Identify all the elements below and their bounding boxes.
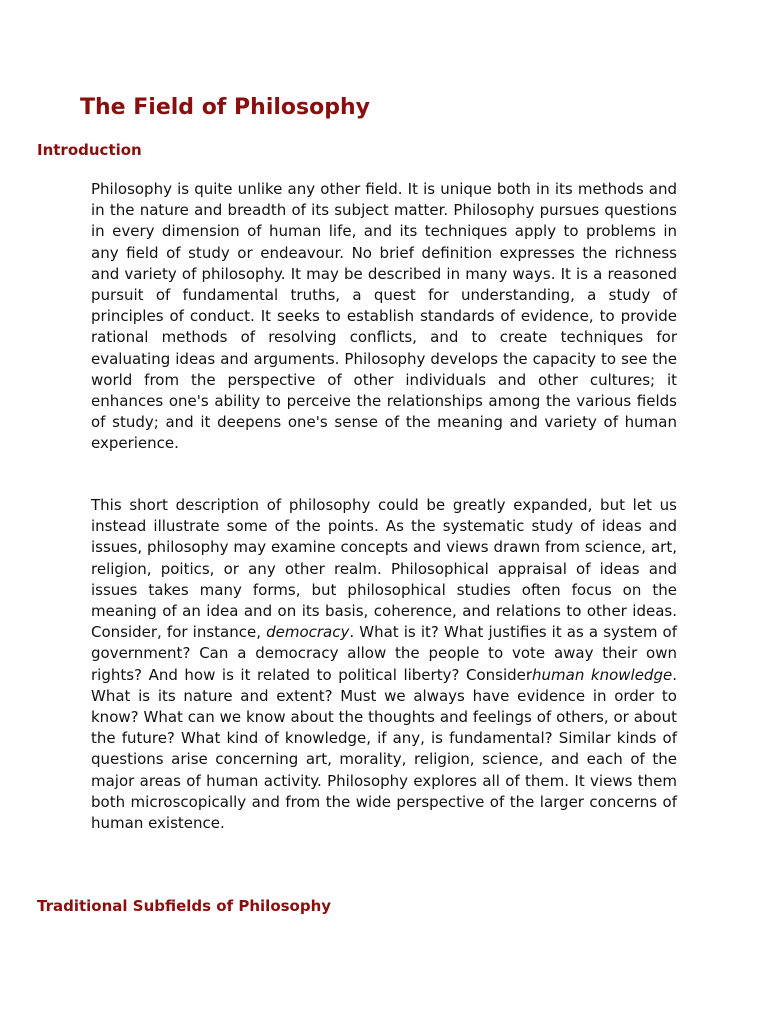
paragraph-introduction-2: [91, 495, 677, 834]
emphasis-democracy: democracy: [266, 623, 350, 642]
page-title: The Field of Philosophy: [80, 95, 370, 120]
section-heading-traditional-subfields: Traditional Subfields of Philosophy: [37, 897, 332, 915]
paragraph-text-segment: . What is it? What justifies it as a system of government? Can a democracy allow the people to vote away their own rights? And how is it related to political liberty? Consider: [91, 623, 677, 684]
emphasis-human-knowledge: human knowledge: [532, 665, 673, 684]
section-heading-introduction: Introduction: [37, 141, 142, 159]
paragraph-text-segment: . What is its nature and extent? Must we always have evidence in order to know? What can we know about the thoughts and feelings of others, or about the future? What kind of knowledge, if any, is fundamental? Similar kinds of questions arise concerning art, morality, religion, science, and each of the major areas of human activity. Philosophy explores all of them. It views them both microscopically and from the wide perspective of the larger concerns of human existence.: [91, 665, 677, 833]
paragraph-introduction-1: Philosophy is quite unlike any other field. It is unique both in its methods and in the nature and breadth of its subject matter. Philosophy pursues questions in every dimension of human life, and its techniques apply to problems in any field of study or endeavour. No brief definition expresses the richness and variety of philosophy. It may be described in many ways. It is a reasoned pursuit of fundamental truths, a quest for understanding, a study of principles of conduct. It seeks to establish standards of evidence, to provide rational methods of resolving conflicts, and to create techniques for evaluating ideas and arguments. Philosophy develops the capacity to see the world from the perspective of other individuals and other cultures; it enhances one's ability to perceive the relationships among the various fields of study; and it deepens one's sense of the meaning and variety of human experience.: [91, 180, 677, 453]
paragraph-text-segment: This short description of philosophy could be greatly expanded, but let us instead illustrate some of the points. As the systematic study of ideas and issues, philosophy may examine concepts and views drawn from science, art, religion, poitics, or any other realm. Philosophical appraisal of ideas and issues takes many forms, but philosophical studies often focus on the meaning of an idea and on its basis, coherence, and relations to other ideas. Consider, for instance,: [91, 496, 677, 642]
